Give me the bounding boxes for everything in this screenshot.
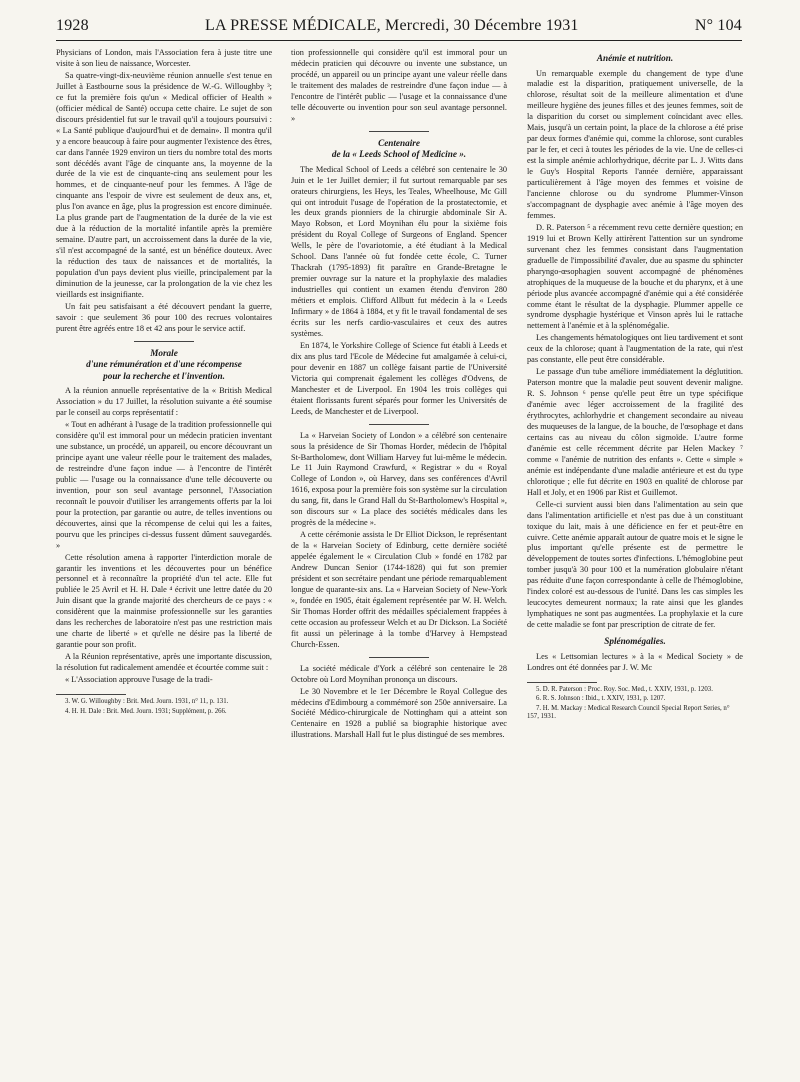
section-divider	[369, 131, 429, 132]
paragraph: La société médicale d'York a célébré son centenaire le 28 Octobre où Lord Moynihan prononça un discours.	[291, 663, 507, 684]
heading-line: de la « Leeds School of Medicine ».	[331, 149, 467, 160]
footnote-rule	[56, 694, 126, 695]
paragraph: En 1874, le Yorkshire College of Science fut établi à Leeds et dix ans plus tard l'Ecole de Médecine fut amalgamée à celui-ci, pour devenir en 1887 un collège faisant partie de l'Université Victoria qui comprenait également les collèges d'Odvens, de Manchester et de Liverpool. En 1904 les trois collèges qui étaient florissants furent séparés pour former les Universités de Leeds, de Manchester et de Liverpool.	[291, 340, 507, 416]
section-heading-morale	[56, 348, 272, 383]
paragraph: The Medical School of Leeds a célébré son centenaire le 30 Juin et le 1er Juillet dernier; il fut surtout remarquable par ses orateurs chirurgiens, les Heys, les Teales, Wheelhouse, Mc Gill qui ont introduit l'usage de l'opération de la prostatectomie, et les deux grands pionniers de la chirurgie abdominale Sir A. Mayo Robson, et Lord Moynihan élu pour la sixième fois président du Royal College of Surgeons of England. Spencer Wells, le père de l'ovariotomie, a été étudiant à la Medical School. Dans l'année où fut fondée cette école, C. Turner Thackrah (1795-1893) fit paraître en Grande-Bretagne le premier ouvrage sur la nature et la prophylaxie des maladies industrielles qui contient un examen étendu d'environ 280 métiers et emplois. Clifford Allbutt fut médecin à la « Leeds Infirmary » de 1864 à 1884, et y fit le travail fondamental de ses écrits sur les nerfs cardio-vasculaires et ceux des autres systèmes.	[291, 164, 507, 338]
footnote: 4. H. H. Dale : Brit. Med. Journ. 1931; Supplément, p. 266.	[65, 707, 227, 715]
paragraph: D. R. Paterson ⁵ a récemment revu cette dernière question; en 1919 lui et Brown Kelly attirèrent l'attention sur un syndrome survenant chez les femmes consistant dans l'augmentation graduelle de l'impossibilité d'avaler, due au spasme du sphincter pharyngo-œsophagien souvent accompagné de phénomènes atrophiques de la muqueuse de la bouche et du pharynx, et à une période plus avancée accompagné d'anémie qui a été considérée comme étant le résultat de la dysphagie. Plummer appelle ce syndrome dysphagie hystérique et Vinson après lui le rattache nettement à l'anémie et à la splénomégalie.	[527, 222, 743, 331]
page-number: 1928	[56, 17, 89, 34]
page-header	[56, 17, 742, 39]
footnote: 5. D. R. Paterson : Proc. Roy. Soc. Med., t. XXIV, 1931, p. 1203.	[536, 685, 713, 693]
heading-line: pour la recherche et l'invention.	[103, 370, 225, 381]
paragraph: Les changements hématologiques ont lieu tardivement et sont ceux de la chlorose; quant à l'augmentation de la rate, qui n'est pas constante, elle peut être considérable.	[527, 333, 743, 365]
header-rule	[56, 40, 742, 41]
paragraph: Un remarquable exemple du changement de type d'une maladie est la disparition, pratiquement universelle, de la chlorose, résultat soit de la meilleure alimentation et d'une meilleure hygiène des jeunes filles et des jeunes femmes, soit de la disparition du corset ou simplement coïncidant avec elles. Mais, jusqu'à un certain point, la place de la chlorose a été prise par deux formes d'anémie qui, comme la chlorose, sont curables par le fer, et ceci à toutes les périodes de la vie. Une de celles-ci est la simple anémie achlorhydrique, décrite par L. J. Witts dans le Guy's Hospital Reports l'année dernière, apparaissant particulièrement à l'âge moyen des femmes et voisine de l'ancienne chlorose ou du syndrome Plummer-Vinson s'accompagnant de dysphagie avec anémie à l'âge moyen des femmes.	[527, 68, 743, 220]
paragraph: « Tout en adhérant à l'usage de la tradition professionnelle qui considère qu'il est immoral pour un médecin praticien inventant une substance, un procédé, un appareil, ou encore découvrant un principe ayant une valeur réelle pour le traitement des malades, de restreindre d'une façon indue — à l'encontre de l'intérêt public — l'usage ou la connaissance d'une telle découverte ou invention, pour son seul avantage personnel, l'Association reconnaît le pouvoir d'utiliser les arrangements offerts par la loi pour la protection, par garantie ou autre, de telles inventions ou découvertes, ainsi que la récompense de celui qui les a faites, pourvu que les principes ci-dessus fussent dûment sauvegardés. »	[56, 420, 272, 550]
section-heading-splenomegalies: Splénomégalies.	[604, 636, 666, 647]
footnote: 3. W. G. Willoughby : Brit. Med. Journ. 1931, n° 11, p. 131.	[65, 698, 229, 706]
running-title: LA PRESSE MÉDICALE, Mercredi, 30 Décembre 1931	[205, 17, 579, 34]
paragraph: Un fait peu satisfaisant a été découvert pendant la guerre, savoir : que seulement 36 pour 100 des recrues volontaires purent être agréés entre 18 et 42 ans pour le service actif.	[56, 301, 272, 333]
section-heading-anemie: Anémie et nutrition.	[596, 53, 674, 63]
heading-line: d'une rémunération et d'une récompense	[86, 359, 242, 370]
paragraph: La « Harveian Society of London » a célébré son centenaire sous la présidence de Sir Thomas Horder, médecin de l'hôpital St-Bartholomew, dont William Harvey fut lui-même le médecin. Le 11 Juin Raymond Crawfurd, « Registrar » du « Royal College of London », où Harvey, dans ses conférences d'Avril 1616, exposa pour la première fois son système sur la circulation du sang, fit, dans le Grand Hall du St-Bartholomew's Hospital », son discours sur « La place des sociétés médicales dans les progrès de la médecine ».	[291, 430, 507, 528]
paragraph: A la Réunion représentative, après une importante discussion, la résolution fut radicalement amendée et écourtée comme suit :	[56, 652, 272, 673]
paragraph: Les « Lettsomian lectures » à la « Medical Society » de Londres ont été données par J. W. Mc	[527, 651, 743, 672]
paragraph: Celle-ci survient aussi bien dans l'alimentation au sein que dans l'alimentation artificielle et n'est pas due à un constituant toxique du lait, mais à une déficience en fer et peut-être en cuivre. Cette anémie apparaît autour de quatre mois et le signe le plus important qu'elle présente est de permettre le développement de toutes sortes d'infections. L'hémoglobine peut tomber jusqu'à 30 pour 100 et la numération globulaire n'étant pas réduite d'une façon correspondante à celle de l'hémoglobine, l'index coloré est au-dessous de l'unité. Dans les cas simples les leucocytes demeurent normaux; la rate ainsi que les glandes lymphatiques ne sont pas augmentées. La prophylaxie et la cure de cette maladie se font par prescription de citrate de fer.	[527, 499, 743, 630]
section-heading-centenaire	[291, 138, 507, 161]
section-divider	[369, 424, 429, 425]
paragraph: A la réunion annuelle représentative de la « British Medical Association » du 17 Juillet, la résolution suivante a été soumise par le conseil au corps représentatif :	[56, 386, 272, 418]
paragraph: tion professionnelle qui considère qu'il est immoral pour un médecin praticien qui découvre ou invente une substance, un procédé, un appareil ou un principe ayant une valeur réelle dans le traitement des malades de restreindre d'une façon indue — à l'encontre de l'intérêt public — l'usage et la connaissance d'une telle découverte ou invention pour son seul avantage personnel. »	[291, 48, 507, 123]
footnote-rule	[527, 682, 597, 683]
column-3	[527, 48, 743, 1066]
section-divider	[369, 657, 429, 658]
footnote: 7. H. M. Mackay : Medical Research Council Special Report Series, n° 157, 1931.	[527, 704, 730, 721]
paragraph: Cette résolution amena à rapporter l'interdiction morale de garantir les inventions et les découvertes pour un bénéfice personnel et à reconnaître la propriété d'un tel acte. Elle fut publiée le 25 Avril et H. H. Dale ⁴ écrivit une lettre datée du 20 Juin disant que la grande majorité des chercheurs de ce pays : « considèrent que la mainmise professionnelle sur les garanties dans les recherches de laboratoire n'est pas une restriction mais une charte de liberté » et qu'elle ne désire pas la liberté de garantie pour son profit.	[56, 552, 272, 650]
footnote: 6. R. S. Johnson : Ibid., t. XXIV, 1931, p. 1207.	[536, 695, 666, 703]
paragraph: Physicians of London, mais l'Association fera à juste titre une visite à son lieu de naissance, Worcester.	[56, 48, 272, 68]
heading-line: Morale	[150, 347, 178, 358]
paragraph: Le passage d'un tube améliore immédiatement la déglutition. Paterson montre que la maladie peut souvent devenir maligne. R. S. Johnson ⁶ pense qu'elle peut être un type spécifique d'anémie avec léger accroissement de la fragilité des érythrocytes, achlorhydrie et changement secondaire au niveau des muqueuses de la langue, de la bouche, de l'œsophage et dans certains cas au niveau du côlon sigmoïde. L'autre forme d'anémie est celle récemment décrite par Helen Mackey ⁷ comme « l'anémie de nutrition des enfants ». Cette « simple » anémie est indépendante d'une maladie antérieure et est du type chlorotique ; elle fut décrite en 1903 en qualité de chlorose par Hall et Joly, et en 1906 par Rist et Guillemot.	[527, 367, 743, 497]
paragraph: « L'Association approuve l'usage de la tradi-	[65, 675, 213, 685]
section-divider	[134, 341, 194, 342]
paragraph: Sa quatre-vingt-dix-neuvième réunion annuelle s'est tenue en Juillet à Eastbourne sous la présidence de W.-G. Willoughby ³; ce fut la première fois qu'un « Medical officier of Health » (officier médical de Santé) occupa cette chaire. Le sujet de son discours présidentiel fut sur le travail qu'il a toujours poursuivi : « La Santé publique d'aujourd'hui et de demain». Il montra qu'il y a encore beaucoup à faire pour augmenter l'existence des êtres, car dans l'année 1929 environ un tiers du nombre total des morts sont décédés avant l'âge de cinquante ans, la moyenne de la durée de la vie est de cinquante-cinq ans seulement pour les hommes, et de cinquante-neuf pour les femmes. A l'âge de cinquante ans l'espoir de vivre est seulement de deux ans, et, plus l'on avance en âge, plus la progression est encore diminuée. La plus grande part de l'augmentation de la durée de la vie est due à la réduction de la mortalité infantile après la première semaine. D'autre part, un accroissement dans la durée de la vie, s'il n'est accompagné de la santé, est un bénéfice douteux. Avec la réduction des taux de naissances et de mortalités, la population d'un pays devient plus vieille, principalement par la diminution de la jeunesse, car la prolongation de la vie chez les vieillards est insignifiante.	[56, 70, 272, 299]
paragraph: Le 30 Novembre et le 1er Décembre le Royal Collegue des médecins d'Edimbourg a commémoré son 250e anniversaire. La Société Médico-chirurgicale de Nottingham qui a atteint son Centenaire en 1928 a publié sa biographie historique avec illustrations. Marshall Hall fut le plus distingué de ses membres.	[291, 686, 507, 740]
paragraph: A cette cérémonie assista le Dr Elliot Dickson, le représentant de la « Harveian Society of Edinburg, cette dernière société appelée également le « Circulation Club » fondé en 1782 par Andrew Duncan Senior (1744-1828) qui fut son premier président et son secrétaire pendant une période remarquablement longue de quarante-six ans. La « Harveian Society of New-York », fondée en 1905, était également représentée par W. H. Welch. Sir Thomas Horder offrit des médailles spécialement frappées à cette occasion au professeur Welch et au Dr Dickson. La Société fit aussi un pèlerinage à la tombe d'Harvey à Hempstead Church-Essen.	[291, 530, 507, 649]
column-2	[291, 48, 507, 1066]
heading-line: Centenaire	[378, 137, 420, 148]
issue-number: N° 104	[694, 17, 742, 34]
column-1	[56, 48, 272, 1066]
